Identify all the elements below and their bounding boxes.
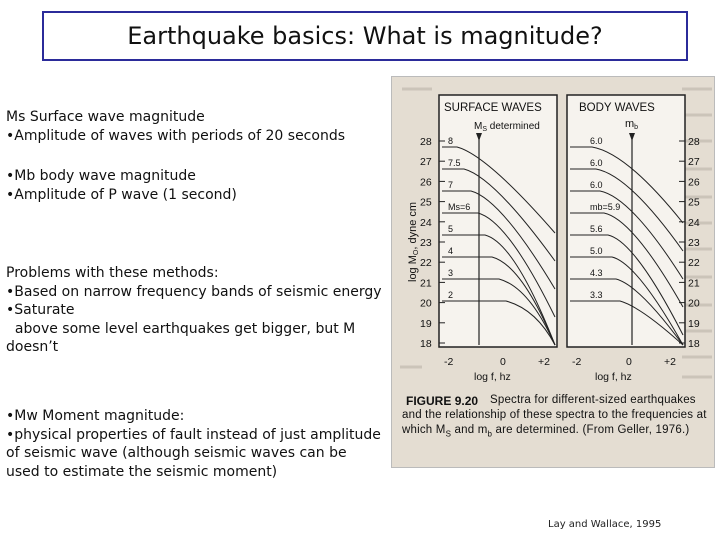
y-tick-right: 27: [688, 156, 700, 169]
text-block-problems: [6, 264, 384, 357]
y-tick-left: 19: [420, 317, 432, 330]
problems-bullet-3: above some level earthquakes get bigger, but M doesn’t: [6, 320, 360, 355]
figure-caption: [402, 393, 714, 468]
mb-label: mb: [625, 118, 639, 131]
caption-mb-sub: b: [487, 429, 493, 439]
ms-value-label: 8: [448, 136, 454, 146]
mb-value-label: 6.0: [590, 136, 603, 146]
ms-heading: Ms Surface wave magnitude: [6, 109, 205, 125]
figure-caption-label: FIGURE 9.20: [406, 394, 479, 408]
problems-heading: Problems with these methods:: [6, 265, 219, 281]
caption-and: and m: [451, 424, 488, 436]
x-tick-left-3: +2: [538, 356, 550, 368]
mb-value-label: 6.0: [590, 158, 603, 168]
problems-bullet-2: •Saturate: [6, 302, 75, 318]
ms-value-label: 3: [448, 268, 454, 278]
mb-value-label: mb=5.9: [590, 202, 621, 212]
mb-value-label: 5.0: [590, 246, 603, 256]
x-tick-left-2: 0: [500, 356, 506, 368]
y-tick-right: 25: [688, 196, 700, 209]
x-tick-right-1: -2: [572, 356, 582, 368]
mb-bullet: •Amplitude of P wave (1 second): [6, 186, 237, 203]
y-tick-left: 22: [420, 257, 432, 270]
ms-value-label: 7: [448, 180, 454, 190]
x-axis-label-left: log f, hz: [474, 371, 511, 383]
spectra-figure: [391, 76, 715, 468]
mb-heading: •Mb body wave magnitude: [6, 168, 196, 184]
x-tick-right-3: +2: [664, 356, 676, 368]
y-tick-right: 21: [688, 277, 700, 290]
y-tick-right: 24: [688, 216, 700, 229]
y-tick-left: 20: [420, 297, 432, 310]
ms-determined-label: $M_S$ determined: [474, 121, 540, 133]
y-tick-left: 26: [420, 176, 432, 189]
ms-value-label: 7.5: [448, 158, 461, 168]
mw-bullet: •physical properties of fault instead of just amplitude of seismic wave (although seismic waves can be used to estimate the seismic moment): [6, 426, 386, 480]
x-tick-right-2: 0: [626, 356, 632, 368]
x-tick-left-1: -2: [444, 356, 454, 368]
surface-panel-title: SURFACE WAVES: [444, 102, 542, 114]
ms-value-label: 4: [448, 246, 454, 256]
y-tick-left: 23: [420, 237, 432, 249]
mb-value-label: 4.3: [590, 268, 603, 278]
text-block-ms: [6, 108, 384, 145]
mb-value-label: 3.3: [590, 290, 603, 300]
y-tick-left: 24: [420, 216, 432, 229]
y-tick-left: 28: [420, 136, 432, 148]
body-panel: [567, 95, 685, 347]
caption-end: are determined. (From Geller, 1976.): [492, 424, 690, 436]
y-axis-label: log MO, dyne cm: [407, 201, 420, 282]
ms-value-label: Ms=6: [448, 202, 471, 212]
mw-heading: •Mw Moment magnitude:: [6, 408, 185, 424]
slide-title: Earthquake basics: What is magnitude?: [127, 22, 603, 50]
x-axis-label-right: log f, hz: [595, 371, 632, 383]
source-credit: Lay and Wallace, 1995: [548, 519, 662, 530]
y-tick-left: 25: [420, 196, 432, 209]
y-tick-right: 20: [688, 297, 700, 310]
mb-value-label: 6.0: [590, 180, 603, 190]
ms-bullet: •Amplitude of waves with periods of 20 seconds: [6, 127, 345, 144]
problems-bullet-1: •Based on narrow frequency bands of seismic energy: [6, 283, 382, 300]
y-tick-right: 26: [688, 176, 700, 189]
ms-value-label: 2: [448, 290, 454, 300]
mb-value-label: 5.6: [590, 224, 603, 234]
ms-value-label: 5: [448, 224, 454, 234]
spectra-figure-svg: [392, 77, 715, 468]
text-block-mb: [6, 167, 384, 204]
caption-text: Spectra for different-sized earthquakes and the relationship of these spectra to the frequencies at which M: [402, 394, 707, 436]
y-tick-right: 19: [688, 317, 700, 330]
text-block-mw: [6, 407, 384, 481]
title-box: [42, 11, 688, 61]
body-panel-title: BODY WAVES: [579, 102, 655, 114]
y-tick-left: 18: [420, 338, 432, 350]
caption-ms-sub: S: [445, 429, 452, 439]
y-tick-left: 21: [420, 277, 432, 290]
y-tick-right: 28: [688, 136, 700, 148]
y-tick-right: 18: [688, 338, 700, 350]
y-tick-right: 23: [688, 237, 700, 249]
y-tick-left: 27: [420, 156, 432, 169]
y-tick-right: 22: [688, 257, 700, 270]
surface-panel: [439, 95, 557, 347]
